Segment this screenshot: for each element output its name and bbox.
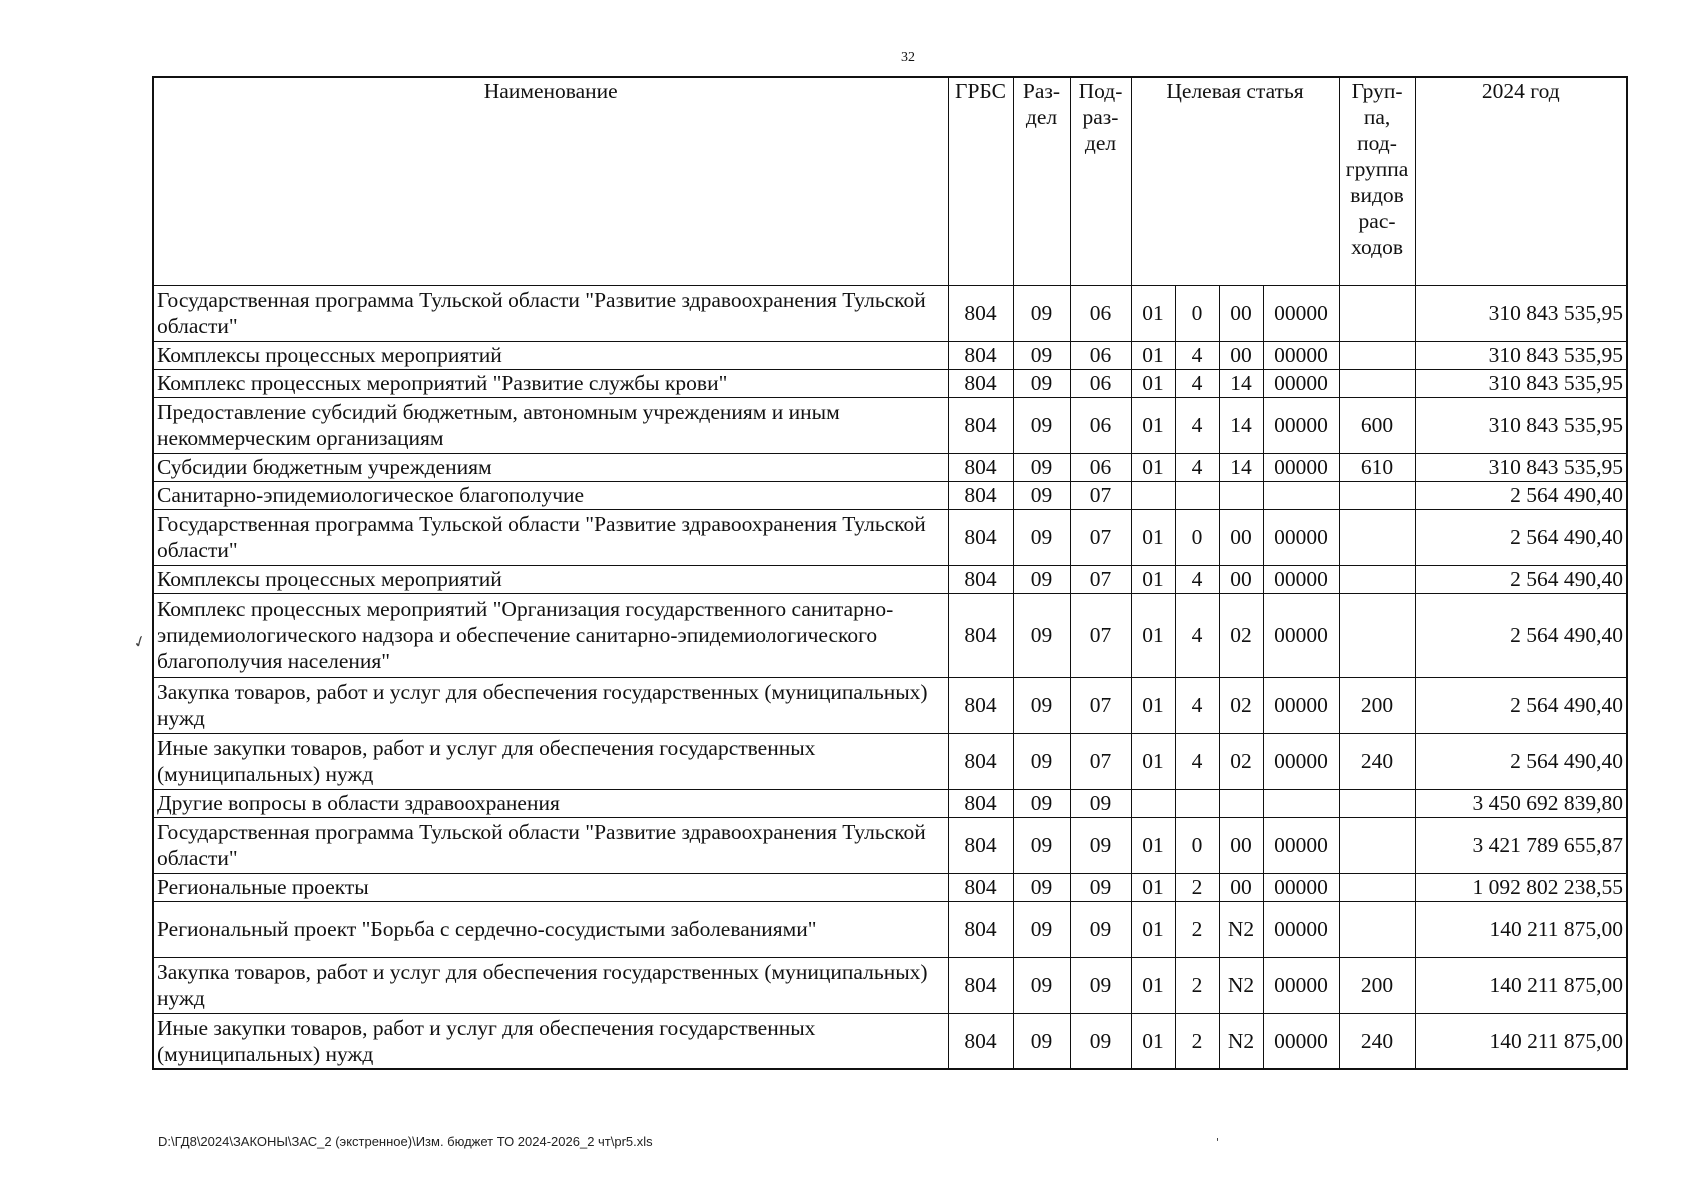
cell-target-type: 4 — [1175, 369, 1219, 397]
cell-expense-group — [1339, 873, 1415, 901]
cell-expense-group: 610 — [1339, 453, 1415, 481]
cell-target-type: 4 — [1175, 733, 1219, 789]
cell-target-code: 00000 — [1263, 453, 1339, 481]
col-header-target: Целевая статья — [1131, 77, 1339, 285]
cell-amount-2024: 2 564 490,40 — [1415, 565, 1627, 593]
cell-amount-2024: 310 843 535,95 — [1415, 341, 1627, 369]
col-header-year: 2024 год — [1415, 77, 1627, 285]
cell-podrazdel: 07 — [1070, 677, 1131, 733]
table-row — [153, 733, 1627, 789]
cell-expense-group: 200 — [1339, 677, 1415, 733]
cell-target-direction — [1219, 481, 1263, 509]
cell-razdel: 09 — [1013, 817, 1070, 873]
cell-name: Комплексы процессных мероприятий — [153, 341, 948, 369]
cell-target-direction: 00 — [1219, 341, 1263, 369]
cell-target-direction: N2 — [1219, 957, 1263, 1013]
table-row — [153, 593, 1627, 677]
cell-razdel: 09 — [1013, 677, 1070, 733]
cell-razdel: 09 — [1013, 509, 1070, 565]
table-row — [153, 1013, 1627, 1069]
cell-target-program: 01 — [1131, 509, 1175, 565]
cell-grbs: 804 — [948, 1013, 1013, 1069]
cell-target-code: 00000 — [1263, 1013, 1339, 1069]
cell-target-direction: 14 — [1219, 397, 1263, 453]
cell-grbs: 804 — [948, 565, 1013, 593]
footer-tick-mark: ' — [1216, 1136, 1220, 1149]
cell-target-direction: 14 — [1219, 369, 1263, 397]
cell-razdel: 09 — [1013, 453, 1070, 481]
cell-grbs: 804 — [948, 341, 1013, 369]
cell-target-program: 01 — [1131, 733, 1175, 789]
cell-name: Субсидии бюджетным учреждениям — [153, 453, 948, 481]
cell-razdel: 09 — [1013, 789, 1070, 817]
cell-name: Иные закупки товаров, работ и услуг для обеспечения государственных (муниципальных) нужд — [153, 1013, 948, 1069]
cell-target-program: 01 — [1131, 285, 1175, 341]
table-row — [153, 789, 1627, 817]
cell-name: Государственная программа Тульской области "Развитие здравоохранения Тульской области" — [153, 509, 948, 565]
margin-check-mark: ✓ — [130, 630, 150, 653]
table-row — [153, 285, 1627, 341]
cell-expense-group: 240 — [1339, 1013, 1415, 1069]
cell-name: Комплексы процессных мероприятий — [153, 565, 948, 593]
cell-grbs: 804 — [948, 733, 1013, 789]
cell-target-type: 4 — [1175, 565, 1219, 593]
table-row — [153, 901, 1627, 957]
cell-amount-2024: 310 843 535,95 — [1415, 369, 1627, 397]
cell-name: Закупка товаров, работ и услуг для обеспечения государственных (муниципальных) нужд — [153, 957, 948, 1013]
cell-target-code: 00000 — [1263, 677, 1339, 733]
cell-razdel: 09 — [1013, 565, 1070, 593]
cell-target-direction: N2 — [1219, 901, 1263, 957]
cell-target-direction — [1219, 789, 1263, 817]
cell-podrazdel: 07 — [1070, 509, 1131, 565]
table-row — [153, 873, 1627, 901]
cell-target-code: 00000 — [1263, 509, 1339, 565]
cell-target-type: 4 — [1175, 341, 1219, 369]
cell-target-program: 01 — [1131, 341, 1175, 369]
cell-target-direction: 02 — [1219, 593, 1263, 677]
table-row — [153, 481, 1627, 509]
cell-expense-group — [1339, 341, 1415, 369]
cell-grbs: 804 — [948, 369, 1013, 397]
cell-target-type: 4 — [1175, 677, 1219, 733]
cell-target-direction: N2 — [1219, 1013, 1263, 1069]
cell-name: Предоставление субсидий бюджетным, автономным учреждениям и иным некоммерческим организациям — [153, 397, 948, 453]
cell-target-type — [1175, 789, 1219, 817]
cell-amount-2024: 2 564 490,40 — [1415, 481, 1627, 509]
cell-target-code: 00000 — [1263, 873, 1339, 901]
cell-razdel: 09 — [1013, 481, 1070, 509]
cell-target-type: 0 — [1175, 817, 1219, 873]
cell-expense-group — [1339, 901, 1415, 957]
cell-target-type: 4 — [1175, 593, 1219, 677]
cell-grbs: 804 — [948, 817, 1013, 873]
cell-amount-2024: 310 843 535,95 — [1415, 285, 1627, 341]
header-row — [153, 77, 1627, 285]
cell-name: Другие вопросы в области здравоохранения — [153, 789, 948, 817]
cell-target-program: 01 — [1131, 397, 1175, 453]
cell-expense-group — [1339, 593, 1415, 677]
cell-target-program: 01 — [1131, 901, 1175, 957]
cell-target-code: 00000 — [1263, 369, 1339, 397]
col-header-razdel: Раз- дел — [1013, 77, 1070, 285]
cell-expense-group: 600 — [1339, 397, 1415, 453]
cell-podrazdel: 06 — [1070, 453, 1131, 481]
cell-razdel: 09 — [1013, 369, 1070, 397]
cell-name: Государственная программа Тульской области "Развитие здравоохранения Тульской области" — [153, 817, 948, 873]
cell-podrazdel: 07 — [1070, 481, 1131, 509]
cell-name: Комплекс процессных мероприятий "Организация государственного санитарно-эпидемиологического надзора и обеспечение санитарно-эпидемиологического благополучия населения" — [153, 593, 948, 677]
col-header-group: Груп- па, под- группа видов рас- ходов — [1339, 77, 1415, 285]
col-header-podrazdel: Под- раз- дел — [1070, 77, 1131, 285]
cell-podrazdel: 07 — [1070, 593, 1131, 677]
cell-expense-group — [1339, 285, 1415, 341]
cell-amount-2024: 140 211 875,00 — [1415, 1013, 1627, 1069]
cell-grbs: 804 — [948, 677, 1013, 733]
cell-target-direction: 02 — [1219, 733, 1263, 789]
cell-target-type: 2 — [1175, 873, 1219, 901]
cell-target-direction: 14 — [1219, 453, 1263, 481]
cell-razdel: 09 — [1013, 873, 1070, 901]
cell-expense-group: 240 — [1339, 733, 1415, 789]
cell-amount-2024: 2 564 490,40 — [1415, 593, 1627, 677]
footer-file-path: D:\ГД8\2024\ЗАКОНЫ\ЗАС_2 (экстренное)\Изм. бюджет ТО 2024-2026_2 чт\pr5.xls — [158, 1134, 653, 1149]
cell-razdel: 09 — [1013, 397, 1070, 453]
page-number: 32 — [901, 50, 915, 65]
cell-target-type: 4 — [1175, 453, 1219, 481]
cell-name: Комплекс процессных мероприятий "Развитие службы крови" — [153, 369, 948, 397]
cell-podrazdel: 09 — [1070, 873, 1131, 901]
cell-amount-2024: 3 450 692 839,80 — [1415, 789, 1627, 817]
cell-target-code — [1263, 789, 1339, 817]
cell-amount-2024: 310 843 535,95 — [1415, 453, 1627, 481]
cell-razdel: 09 — [1013, 957, 1070, 1013]
cell-podrazdel: 09 — [1070, 901, 1131, 957]
cell-target-program: 01 — [1131, 957, 1175, 1013]
table-row — [153, 397, 1627, 453]
col-header-grbs: ГРБС — [948, 77, 1013, 285]
cell-expense-group — [1339, 369, 1415, 397]
cell-target-code: 00000 — [1263, 901, 1339, 957]
cell-name: Государственная программа Тульской области "Развитие здравоохранения Тульской области" — [153, 285, 948, 341]
cell-podrazdel: 06 — [1070, 341, 1131, 369]
table-row — [153, 341, 1627, 369]
cell-grbs: 804 — [948, 509, 1013, 565]
cell-grbs: 804 — [948, 901, 1013, 957]
cell-grbs: 804 — [948, 873, 1013, 901]
table-body — [153, 285, 1627, 1069]
cell-podrazdel: 07 — [1070, 565, 1131, 593]
cell-target-code: 00000 — [1263, 341, 1339, 369]
table-row — [153, 817, 1627, 873]
cell-grbs: 804 — [948, 397, 1013, 453]
table-row — [153, 677, 1627, 733]
cell-expense-group: 200 — [1339, 957, 1415, 1013]
cell-grbs: 804 — [948, 481, 1013, 509]
cell-target-program: 01 — [1131, 565, 1175, 593]
cell-podrazdel: 09 — [1070, 789, 1131, 817]
cell-amount-2024: 2 564 490,40 — [1415, 733, 1627, 789]
cell-target-type: 4 — [1175, 397, 1219, 453]
cell-podrazdel: 09 — [1070, 817, 1131, 873]
cell-name: Закупка товаров, работ и услуг для обеспечения государственных (муниципальных) нужд — [153, 677, 948, 733]
cell-name: Иные закупки товаров, работ и услуг для обеспечения государственных (муниципальных) нужд — [153, 733, 948, 789]
cell-expense-group — [1339, 509, 1415, 565]
cell-target-type: 2 — [1175, 957, 1219, 1013]
cell-razdel: 09 — [1013, 733, 1070, 789]
cell-target-program: 01 — [1131, 593, 1175, 677]
cell-target-code: 00000 — [1263, 285, 1339, 341]
table-row — [153, 369, 1627, 397]
cell-amount-2024: 2 564 490,40 — [1415, 509, 1627, 565]
budget-table — [152, 76, 1628, 1070]
cell-expense-group — [1339, 789, 1415, 817]
cell-target-direction: 00 — [1219, 285, 1263, 341]
cell-name: Региональные проекты — [153, 873, 948, 901]
table-row — [153, 453, 1627, 481]
table-row — [153, 565, 1627, 593]
cell-podrazdel: 06 — [1070, 397, 1131, 453]
cell-amount-2024: 3 421 789 655,87 — [1415, 817, 1627, 873]
cell-target-code — [1263, 481, 1339, 509]
cell-grbs: 804 — [948, 957, 1013, 1013]
cell-target-program: 01 — [1131, 873, 1175, 901]
cell-razdel: 09 — [1013, 341, 1070, 369]
cell-podrazdel: 06 — [1070, 285, 1131, 341]
cell-amount-2024: 140 211 875,00 — [1415, 957, 1627, 1013]
cell-expense-group — [1339, 481, 1415, 509]
cell-target-code: 00000 — [1263, 957, 1339, 1013]
cell-name: Санитарно-эпидемиологическое благополучие — [153, 481, 948, 509]
cell-expense-group — [1339, 817, 1415, 873]
cell-razdel: 09 — [1013, 1013, 1070, 1069]
cell-amount-2024: 140 211 875,00 — [1415, 901, 1627, 957]
cell-target-direction: 00 — [1219, 817, 1263, 873]
table-row — [153, 957, 1627, 1013]
cell-target-program: 01 — [1131, 817, 1175, 873]
cell-podrazdel: 09 — [1070, 1013, 1131, 1069]
cell-target-program: 01 — [1131, 1013, 1175, 1069]
cell-podrazdel: 09 — [1070, 957, 1131, 1013]
cell-razdel: 09 — [1013, 593, 1070, 677]
cell-target-program: 01 — [1131, 677, 1175, 733]
cell-target-program: 01 — [1131, 369, 1175, 397]
cell-target-code: 00000 — [1263, 397, 1339, 453]
cell-grbs: 804 — [948, 453, 1013, 481]
cell-amount-2024: 1 092 802 238,55 — [1415, 873, 1627, 901]
cell-podrazdel: 07 — [1070, 733, 1131, 789]
cell-target-program — [1131, 789, 1175, 817]
cell-target-code: 00000 — [1263, 817, 1339, 873]
cell-target-type: 0 — [1175, 285, 1219, 341]
table-row — [153, 509, 1627, 565]
col-header-name: Наименование — [153, 77, 948, 285]
cell-target-direction: 00 — [1219, 565, 1263, 593]
cell-amount-2024: 310 843 535,95 — [1415, 397, 1627, 453]
cell-name: Региональный проект "Борьба с сердечно-сосудистыми заболеваниями" — [153, 901, 948, 957]
cell-razdel: 09 — [1013, 285, 1070, 341]
cell-razdel: 09 — [1013, 901, 1070, 957]
cell-target-code: 00000 — [1263, 593, 1339, 677]
cell-target-direction: 00 — [1219, 873, 1263, 901]
cell-target-program — [1131, 481, 1175, 509]
cell-grbs: 804 — [948, 789, 1013, 817]
cell-expense-group — [1339, 565, 1415, 593]
cell-grbs: 804 — [948, 285, 1013, 341]
cell-grbs: 804 — [948, 593, 1013, 677]
cell-target-type: 0 — [1175, 509, 1219, 565]
cell-target-type — [1175, 481, 1219, 509]
cell-amount-2024: 2 564 490,40 — [1415, 677, 1627, 733]
cell-target-program: 01 — [1131, 453, 1175, 481]
cell-target-type: 2 — [1175, 1013, 1219, 1069]
cell-target-direction: 02 — [1219, 677, 1263, 733]
cell-target-direction: 00 — [1219, 509, 1263, 565]
cell-target-type: 2 — [1175, 901, 1219, 957]
cell-target-code: 00000 — [1263, 565, 1339, 593]
cell-podrazdel: 06 — [1070, 369, 1131, 397]
cell-target-code: 00000 — [1263, 733, 1339, 789]
